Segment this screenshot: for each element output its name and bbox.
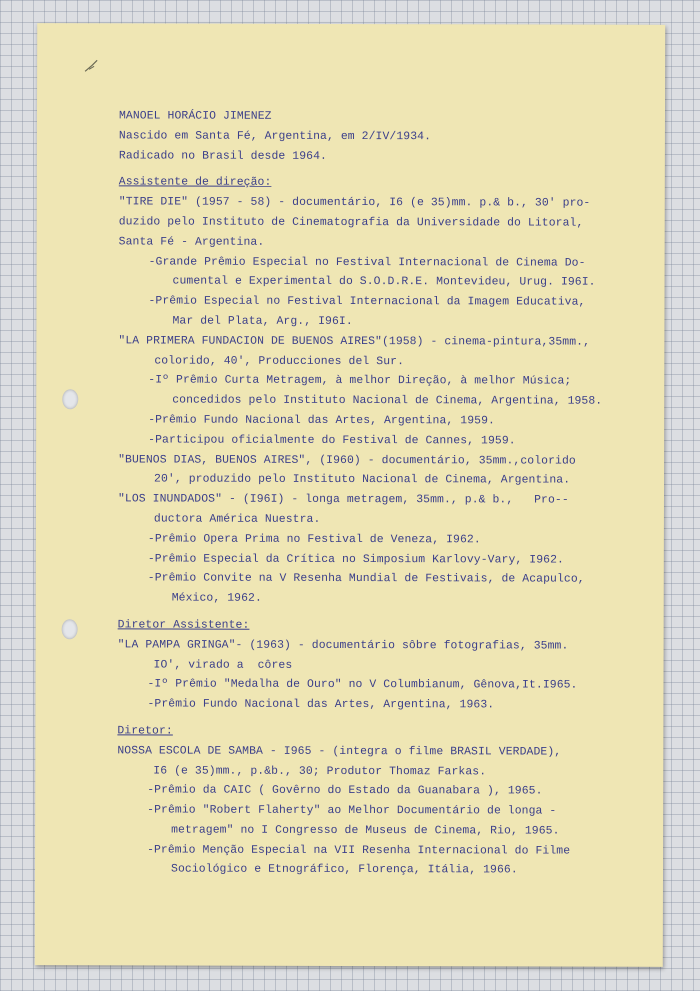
text-line: -Grande Prêmio Especial no Festival Internacional de Cinema Do-	[148, 256, 586, 270]
text-line: -Iº Prêmio "Medalha de Ouro" no V Columbianum, Gênova,It.I965.	[147, 678, 578, 692]
text-line: -Prêmio Menção Especial na VII Resenha Internacional do Filme	[147, 844, 571, 858]
text-line: Santa Fé - Argentina.	[118, 236, 265, 249]
text-line: Sociológico e Etnográfico, Florença, Itália, 1966.	[171, 864, 518, 877]
text-line: -Prêmio Opera Prima no Festival de Veneza, I962.	[147, 533, 481, 547]
pencil-mark-icon	[83, 57, 101, 75]
text-line: I6 (e 35)mm., p.&b., 30; Produtor Thomaz Farkas.	[153, 764, 487, 778]
text-line: "BUENOS DIAS, BUENOS AIRES", (I960) - documentário, 35mm.,colorido	[118, 453, 576, 468]
typed-text	[117, 107, 659, 882]
text-line: ductora América Nuestra.	[153, 513, 321, 526]
text-line: -Participou oficialmente do Festival de Cannes, 1959.	[148, 434, 516, 448]
residence-line: Radicado no Brasil desde 1964.	[118, 149, 327, 163]
punch-hole	[62, 619, 78, 639]
text-line: -Prêmio Especial no Festival Internacional da Imagem Educativa,	[148, 295, 586, 309]
text-line: -Prêmio Fundo Nacional das Artes, Argentina, 1959.	[148, 414, 495, 428]
text-line: México, 1962.	[171, 592, 262, 605]
text-line: colorido, 40', Producciones del Sur.	[154, 355, 405, 368]
text-line: NOSSA ESCOLA DE SAMBA - I965 - (integra o filme BRASIL VERDADE),	[117, 745, 562, 759]
text-line: "TIRE DIE" (1957 - 58) - documentário, I6 (e 35)mm. p.& b., 30' pro-	[118, 196, 591, 210]
birth-line: Nascido em Santa Fé, Argentina, em 2/IV/1934.	[118, 130, 432, 144]
text-line: -Prêmio "Robert Flaherty" ao Melhor Documentário de longa -	[147, 804, 557, 818]
text-line: -Prêmio Especial da Crítica no Simposium Karlovy-Vary, I962.	[147, 553, 564, 567]
document-sheet	[35, 23, 665, 967]
punch-hole	[62, 389, 78, 409]
text-line: 20', produzido pelo Instituto Nacional de Cinema, Argentina.	[154, 473, 571, 487]
text-line: Mar del Plata, Arg., I96I.	[172, 315, 353, 328]
text-line: -Prêmio da CAIC ( Govêrno do Estado da Guanabara ), 1965.	[147, 784, 543, 798]
section-heading: Diretor Assistente:	[117, 619, 250, 632]
text-line: -Prêmio Convite na V Resenha Mundial de Festivais, de Acapulco,	[147, 572, 585, 586]
text-line: "LOS INUNDADOS" - (I96I) - longa metragem, 35mm., p.& b., Pro--	[117, 493, 569, 507]
text-line: -Iº Prêmio Curta Metragem, à melhor Direção, à melhor Música;	[148, 374, 572, 388]
section-heading: Diretor:	[117, 725, 173, 738]
text-line: cumental e Experimental do S.O.D.R.E. Montevideu, Urug. I96I.	[172, 275, 596, 290]
person-name: MANOEL HORÁCIO JIMENEZ	[118, 110, 272, 123]
text-line: duzido pelo Instituto de Cinematografia da Universidade do Litoral,	[118, 216, 584, 230]
text-line: "LA PRIMERA FUNDACION DE BUENOS AIRES"(1958) - cinema-pintura,35mm.,	[118, 335, 591, 349]
text-line: IO', virado a côres	[153, 659, 293, 672]
text-line: concedidos pelo Instituto Nacional de Cinema, Argentina, 1958.	[172, 394, 603, 408]
text-line: -Prêmio Fundo Nacional das Artes, Argentina, 1963.	[147, 698, 495, 712]
text-line: metragem" no I Congresso de Museus de Cinema, Rio, 1965.	[171, 824, 560, 838]
text-line: "LA PAMPA GRINGA"- (1963) - documentário sôbre fotografias, 35mm.	[117, 639, 569, 653]
section-heading: Assistente de direção:	[118, 176, 272, 190]
